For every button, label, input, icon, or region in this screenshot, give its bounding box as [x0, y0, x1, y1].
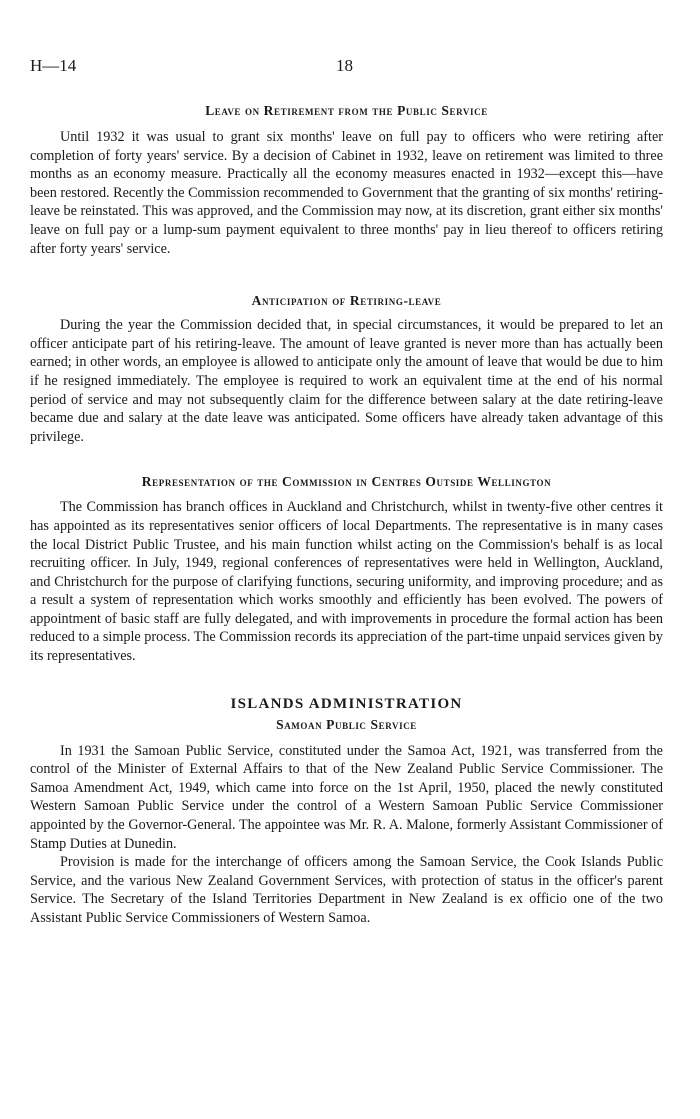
page-header — [30, 56, 663, 78]
paragraph: Until 1932 it was usual to grant six months' leave on full pay to officers who were retiring after completion of forty years' service. By a decision of Cabinet in 1932, leave on retirement was limited to three months as an economy measure. Practically all the economy measures enacted in 1932—except this—have been restored. Recently the Commission recommended to Government that the granting of six months' retiring-leave be reinstated. This was approved, and the Commission may now, at its discretion, grant either six months' leave on full pay or a lump-sum payment equivalent to three months' pay in lieu thereof to officers retiring after forty years' service. — [30, 129, 663, 257]
page-number: 18 — [336, 56, 353, 75]
section-representation — [30, 474, 663, 665]
paragraph: In 1931 the Samoan Public Service, constituted under the Samoa Act, 1921, was transferred from the control of the Minister of External Affairs to that of the New Zealand Public Service Commissioner. The Samoa Amendment Act, 1949, which came into force on the 1st April, 1950, placed the newly constituted Western Samoan Public Service under the control of a Western Samoan Public Service Commissioner appointed by the Governor-General. The appointee was Mr. R. A. Malone, formerly Assistant Commissioner of Stamp Duties at Dunedin. — [30, 742, 663, 852]
section-heading-anticipation: Anticipation of Retiring-leave — [251, 293, 442, 309]
paragraph: The Commission has branch offices in Auckland and Christchurch, whilst in twenty-five other centres it has appointed as its representatives senior officers of local Departments. The representative is in many cases the local District Public Trustee, and his main function whilst acting on the Commission's behalf is as local recruiting officer. In July, 1949, regional conferences of representatives were held in Wellington, Auckland, and Christchurch for the purpose of clarifying functions, securing uniformity, and improving procedure; and as a result a system of representation which works smoothly and efficiently has been evolved. The powers of appointment of basic staff are fully delegated, and with improvements in procedure the formal action has been reduced to a simple process. The Commission records its appreciation of the part-time unpaid services given by its representatives. — [30, 499, 663, 665]
major-heading-islands-administration: ISLANDS ADMINISTRATION — [230, 695, 463, 712]
paragraph: Provision is made for the interchange of officers among the Samoan Service, the Cook Islands Public Service, and the various New Zealand Government Services, with protection of status in the officer's parent Service. The Secretary of the Island Territories Department in New Zealand is ex officio one of the two Assistant Public Service Commissioners of Western Samoa. — [30, 854, 663, 926]
paragraph: During the year the Commission decided that, in special circumstances, it would be prepared to let an officer anticipate part of his retiring-leave. The amount of leave granted is never more than has actually been earned; in other words, an employee is allowed to anticipate only the amount of leave that would be due to him if he resigned immediately. The employee is required to work an equivalent time at the end of his normal period of service and may not subsequently claim for the difference between salary at the date retiring-leave became due and salary at the date leave was anticipated. Some officers have already taken advantage of this privilege. — [30, 317, 663, 445]
section-islands-administration — [30, 696, 663, 928]
section-anticipation — [30, 293, 663, 446]
document-reference: H—14 — [30, 56, 77, 75]
section-retirement-leave — [30, 103, 663, 258]
section-heading-representation: Representation of the Commission in Centres Outside Wellington — [141, 474, 552, 490]
section-heading-retirement-leave: Leave on Retirement from the Public Service — [205, 103, 488, 118]
subheading-samoan-public-service: Samoan Public Service — [276, 716, 417, 732]
